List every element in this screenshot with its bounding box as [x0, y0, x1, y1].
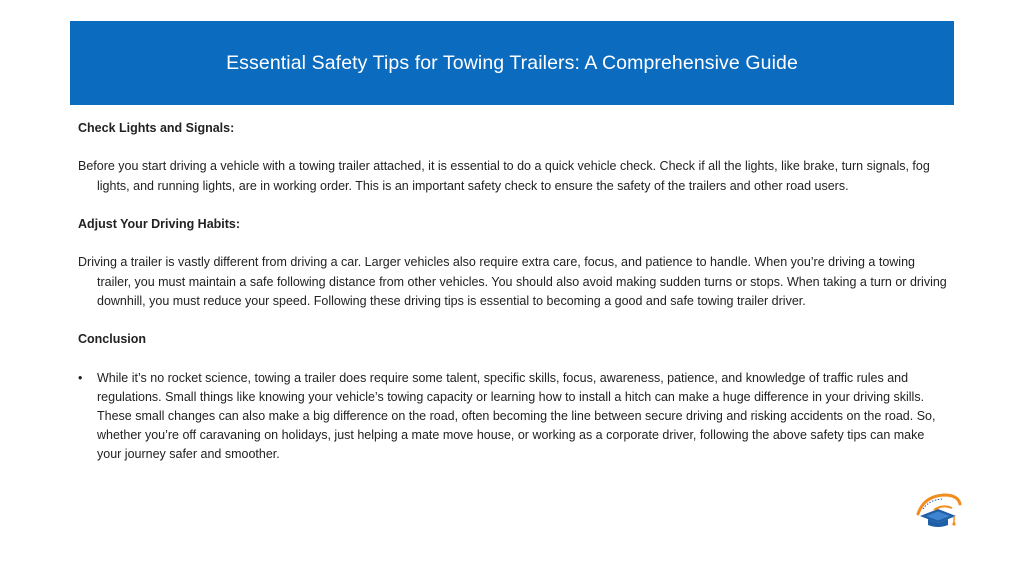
section-paragraph-driving-habits: Driving a trailer is vastly different from driving a car. Larger vehicles also require extra care, focus, and patience to handle. When you’re driving a towing trailer, you must maintain a safe following distance from other vehicles. You should also avoid making sudden turns or stops. When taking a turn or driving downhill, you must reduce your speed. Following these driving tips is essential to becoming a good and safe towing trailer driver.: [78, 255, 947, 308]
conclusion-bullet-text: While it’s no rocket science, towing a trailer does require some talent, specific skills, focus, awareness, patience, and knowledge of traffic rules and regulations. Small things like knowing your vehicle’s towing capacity or learning how to install a hitch can make a huge difference in your driving skills. These small changes can also make a big difference on the road, often becoming the line between secure driving and risking accidents on the road. So, whether you’re off caravaning on holidays, just helping a mate move house, or working as a corporate driver, following the above safety tips can make your journey safer and smoother.: [97, 370, 936, 462]
conclusion-bullet-item: [78, 369, 950, 465]
spacer: [78, 349, 950, 368]
document-body: [78, 119, 950, 465]
spacer: [78, 138, 950, 157]
graduation-cap-logo-icon: [914, 492, 962, 528]
section-heading-conclusion: Conclusion: [78, 332, 147, 347]
spacer: [78, 234, 950, 253]
section-heading-lights: Check Lights and Signals:: [78, 121, 235, 135]
page-title: Essential Safety Tips for Towing Trailers: A Comprehensive Guide: [226, 51, 798, 74]
bullet-marker: •: [78, 370, 83, 385]
title-banner: [70, 21, 954, 105]
section-paragraph-lights: Before you start driving a vehicle with a towing trailer attached, it is essential to do a quick vehicle check. Check if all the lights, like brake, turn signals, fog lights, and running lights, are in working order. This is an important safety check to ensure the safety of the trailers and other road users.: [78, 159, 930, 193]
section-heading-driving-habits: Adjust Your Driving Habits:: [78, 216, 241, 231]
spacer: [78, 196, 950, 215]
spacer: [78, 311, 950, 330]
